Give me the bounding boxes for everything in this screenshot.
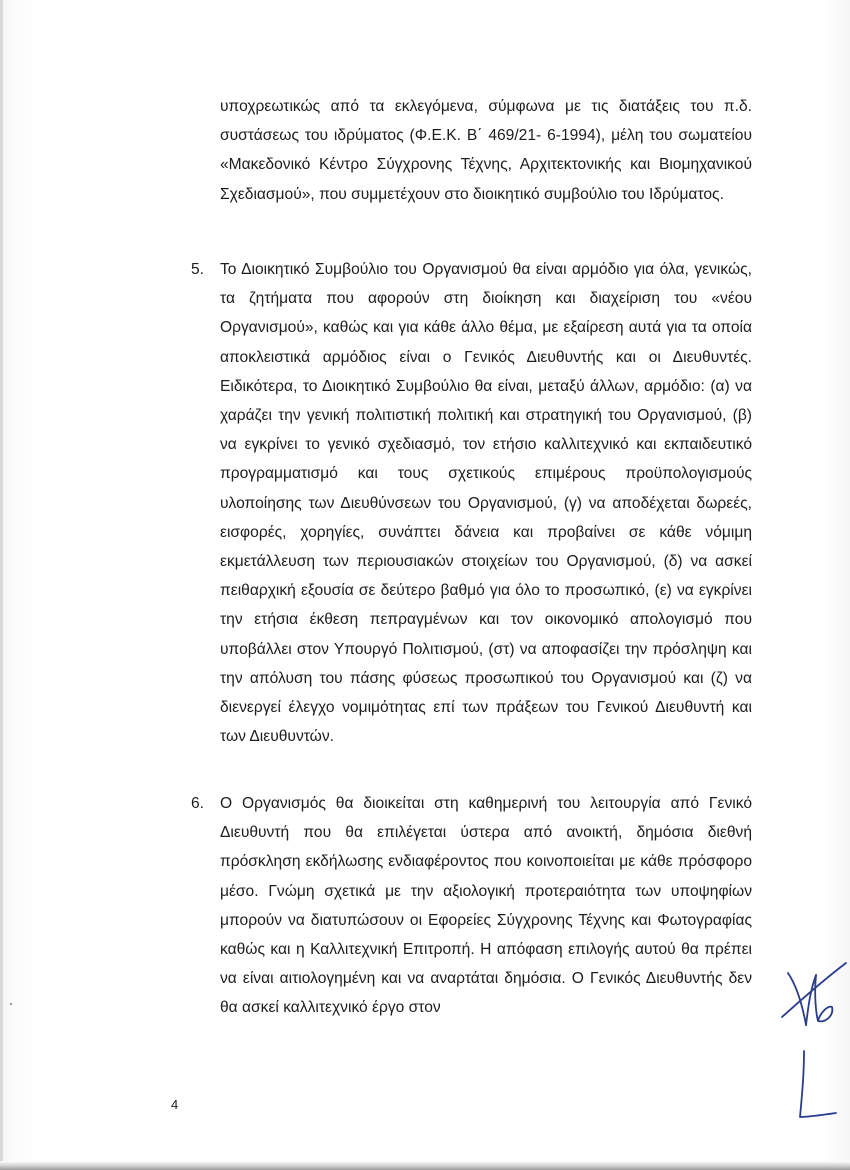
scan-edge-left <box>0 0 3 1170</box>
scan-speck <box>10 1003 12 1005</box>
item-6-paragraph: Ο Οργανισμός θα διοικείται στη καθημερινή του λειτουργία από Γενικό Διευθυντή που θα επιλέγεται ύστερα από ανοικτή, δημόσια διεθνή πρόσκληση εκδήλωσης ενδιαφέροντος που κοινοποιείται με κάθε πρόσφορο μέσο. Γνώμη σχετικά με την αξιολογική προτεραιότητα των υποψηφίων μπορούν να διατυπώσουν οι Εφορείες Σύγχρονης Τέχνης και Φωτογραφίας καθώς και η Καλλιτεχνική Επιτροπή. Η απόφαση επιλογής αυτού θα πρέπει να είναι αιτιολογημένη και να αναρτάται δημόσια. Ο Γενικός Διευθυντής δεν θα ασκεί καλλιτεχνικό έργο στον <box>220 795 752 1017</box>
page-number: 4 <box>171 1097 179 1112</box>
intro-paragraph: υποχρεωτικώς από τα εκλεγόμενα, σύμφωνα με τις διατάξεις του π.δ. συστάσεως του ιδρύματος (Φ.Ε.Κ. Β΄ 469/21- 6-1994), μέλη του σωματείου «Μακεδονικό Κέντρο Σύγχρονης Τέχνης, Αρχιτεκτονικής και Βιομηχανικού Σχεδιασμού», που συμμετέχουν στο διοικητικό συμβούλιο του Ιδρύματος. <box>220 98 752 203</box>
item-5-number: 5. <box>191 261 205 278</box>
item-5-paragraph: Το Διοικητικό Συμβούλιο του Οργανισμού θα είναι αρμόδιο για όλα, γενικώς, τα ζητήματα που αφορούν στη διοίκηση και διαχείριση του «νέου Οργανισμού», καθώς και για κάθε άλλο θέμα, με εξαίρεση αυτά για τα οποία αποκλειστικά αρμόδιος είναι ο Γενικός Διευθυντής και οι Διευθυντές. Ειδικότερα, το Διοικητικό Συμβούλιο θα είναι, μεταξύ άλλων, αρμόδιο: (α) να χαράζει την γενική πολιτιστική πολιτική και στρατηγική του Οργανισμού, (β) να εγκρίνει το γενικό σχεδιασμό, τον ετήσιο καλλιτεχνικό και εκπαιδευτικό προγραμματισμό και τους σχετικούς επιμέρους προϋπολογισμούς υλοποίησης των Διευθύνσεων του Οργανισμού, (γ) να αποδέχεται δωρεές, εισφορές, χορηγίες, συνάπτει δάνεια και προβαίνει σε κάθε νόμιμη εκμετάλλευση των περιουσιακών στοιχείων του Οργανισμού, (δ) να ασκεί πειθαρχική εξουσία σε δεύτερο βαθμό για όλο το προσωπικό, (ε) να εγκρίνει την ετήσια έκθεση πεπραγμένων και τον οικονομικό απολογισμό που υποβάλλει στον Υπουργό Πολιτισμού, (στ) να αποφασίζει την πρόσληψη και την απόλυση του πάσης φύσεως προσωπικού του Οργανισμού και (ζ) να διενεργεί έλεγχο νομιμότητας επί των πράξεων του Γενικού Διευθυντή και των Διευθυντών. <box>220 261 752 746</box>
item-6-number: 6. <box>191 795 205 812</box>
scan-edge-bottom <box>0 1161 850 1170</box>
handwritten-initials-signature <box>770 955 850 1135</box>
